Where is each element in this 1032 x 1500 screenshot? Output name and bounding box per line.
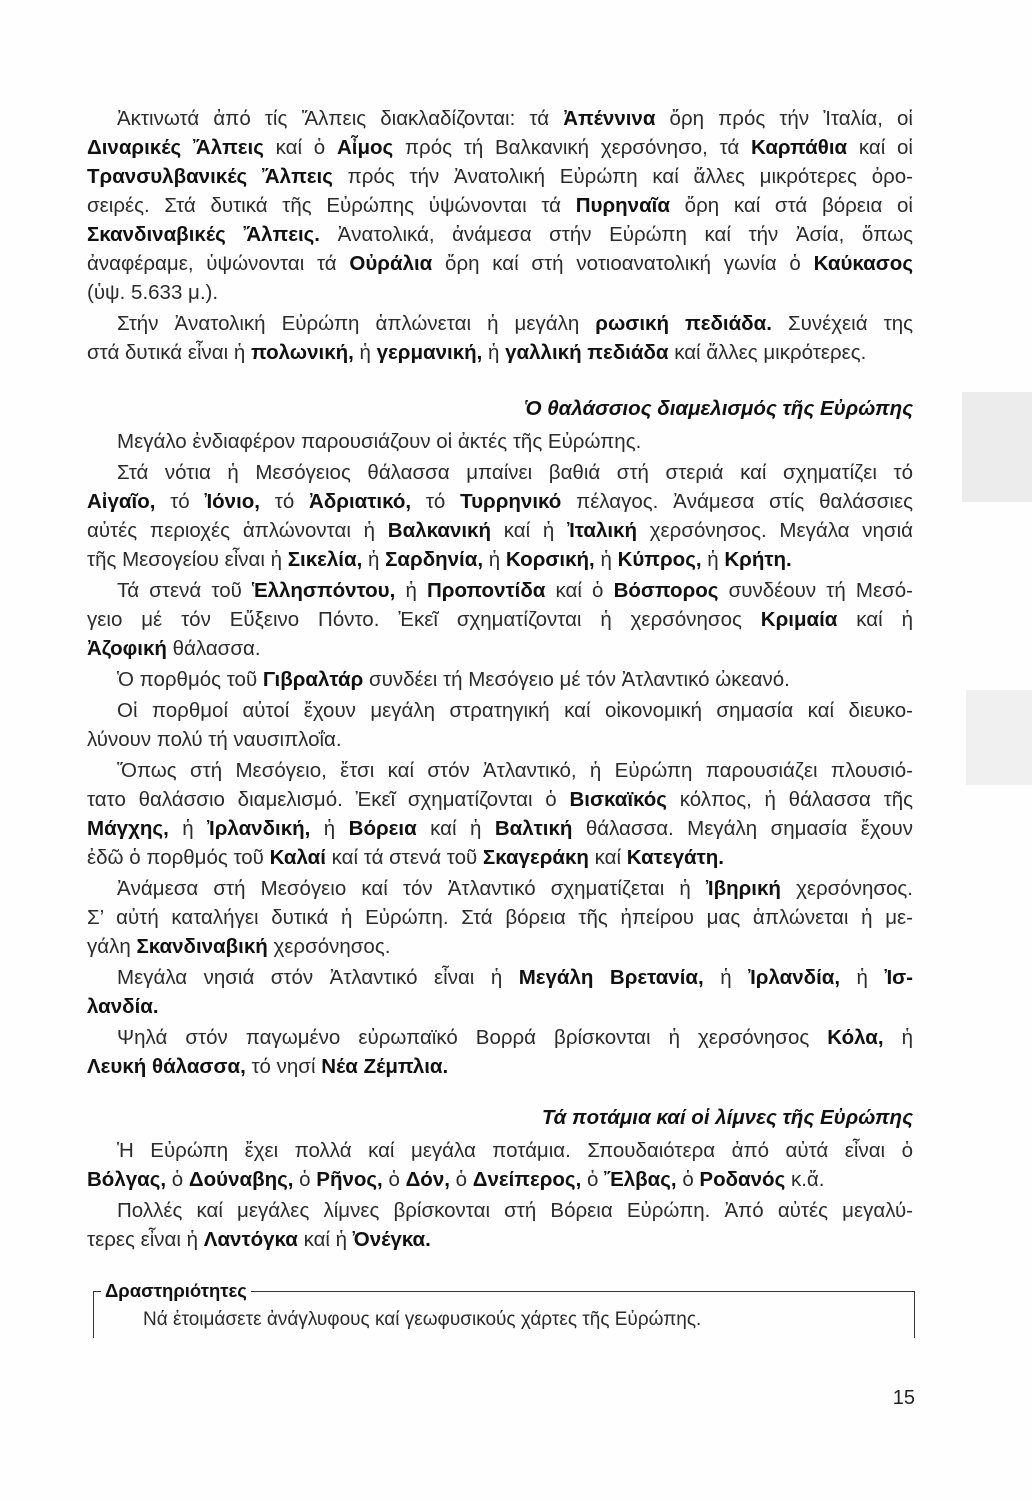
text-line xyxy=(87,1196,913,1225)
text-line xyxy=(87,427,913,456)
page-number: 15 xyxy=(892,1387,915,1409)
text-run: ὄρη καί στή νοτιοανατολική γωνία ὁ xyxy=(432,251,814,275)
text-run: χερσόνησος. xyxy=(780,876,913,900)
heading-rivers-lakes: Τά ποτάμια καί οἱ λίμνες τῆς Εὐρώπης xyxy=(541,1105,913,1129)
text-run: καί τά στενά τοῦ xyxy=(325,845,483,869)
text-line xyxy=(87,458,913,487)
bold-term: γαλλική πεδιάδα xyxy=(505,340,669,364)
text-run: καί ὁ xyxy=(263,135,337,159)
text-line xyxy=(87,665,913,694)
text-line xyxy=(87,932,913,961)
text-run: καί xyxy=(588,845,627,869)
bold-term: Οὐράλια xyxy=(349,251,433,275)
text-run: ὁ xyxy=(449,1167,473,1191)
paragraph xyxy=(87,756,913,872)
text-line xyxy=(87,104,913,133)
text-run: ὁ xyxy=(382,1167,406,1191)
text-line xyxy=(87,843,913,872)
text-line xyxy=(87,903,913,932)
text-run: ἡ xyxy=(168,816,208,840)
text-run: καί ἡ xyxy=(297,1227,353,1251)
text-run: ἡ xyxy=(362,547,386,571)
bold-term: Κριμαία xyxy=(760,607,838,631)
bold-term: Ἰταλική xyxy=(567,518,638,542)
text-run: ὁ xyxy=(293,1167,317,1191)
text-run: Σ’ αὐτή καταλήγει δυτικά ἡ Εὐρώπη. Στά βόρεια τῆς ἠπείρου μας ἁπλώνεται ἡ με- xyxy=(87,905,913,929)
bold-term: Τυρρηνικό xyxy=(460,489,562,513)
bold-term: Ἰρλανδία, xyxy=(748,965,841,989)
bold-term: Βισκαϊκός xyxy=(569,787,667,811)
bold-term: Ἑλλησπόντου, xyxy=(251,578,396,602)
text-run: ἡ xyxy=(483,547,506,571)
bold-term: Κορσική, xyxy=(505,547,595,571)
text-run: ὁ xyxy=(676,1167,700,1191)
bold-term: Λευκή θάλασσα, xyxy=(87,1054,246,1078)
text-run: καί ἄλλες μικρότερες. xyxy=(668,340,867,364)
text-line xyxy=(87,309,913,338)
bold-term: Βόλγας, xyxy=(87,1167,167,1191)
text-run: Ἡ Εὐρώπη ἔχει πολλά καί μεγάλα ποτάμια. Σπουδαιότερα ἀπό αὐτά εἶναι ὁ xyxy=(117,1138,913,1162)
section-sea-coastline xyxy=(87,427,913,1083)
bold-term: Ρῆνος, xyxy=(316,1167,383,1191)
text-run: θάλασσα. xyxy=(166,636,261,660)
bold-term: Ὀνέγκα. xyxy=(352,1227,431,1251)
bold-term: ρωσική πεδιάδα. xyxy=(595,311,772,335)
bold-term: Πυρηναῖα xyxy=(575,193,670,217)
text-line xyxy=(87,338,913,367)
text-line xyxy=(87,696,913,725)
text-line xyxy=(87,576,913,605)
text-run: καί ὁ xyxy=(545,578,614,602)
bold-term: Σκανδιναβική xyxy=(136,934,268,958)
paragraph xyxy=(87,665,913,694)
bold-term: λανδία. xyxy=(87,994,159,1018)
bold-term: Καρπάθια xyxy=(750,135,848,159)
text-run: ἐδῶ ὁ πορθμός τοῦ xyxy=(87,845,270,869)
text-run: πρός τήν Ἀνατολική Εὐρώπη καί ἄλλες μικρότερες ὀρο- xyxy=(332,164,913,188)
bold-term: Ἔλβας, xyxy=(604,1167,677,1191)
paragraph xyxy=(87,1136,913,1194)
text-run: Πολλές καί μεγάλες λίμνες βρίσκονται στή Βόρεια Εὐρώπη. Ἀπό αὐτές μεγαλύ- xyxy=(117,1198,913,1222)
text-line xyxy=(87,249,913,278)
bold-term: Κόλα, xyxy=(827,1025,884,1049)
bold-term: Ἰβηρική xyxy=(705,876,781,900)
paragraph xyxy=(87,1023,913,1081)
bold-term: Σαρδηνία, xyxy=(385,547,484,571)
bold-term: Τρανσυλβανικές Ἄλπεις xyxy=(87,164,333,188)
text-run: ἡ xyxy=(353,340,377,364)
text-run: καί ἡ xyxy=(837,607,914,631)
text-run: Τά στενά τοῦ xyxy=(117,578,252,602)
paragraph xyxy=(87,696,913,754)
paragraph xyxy=(87,1196,913,1254)
activities-label: Δραστηριότητες xyxy=(101,1279,251,1303)
text-run: Ἀνατολικά, ἀνάμεσα στήν Εὐρώπη καί τήν Ἀσία, ὅπως xyxy=(320,222,913,246)
bold-term: Νέα Ζέμπλια. xyxy=(321,1054,449,1078)
bold-term: Διναρικές Ἄλπεις xyxy=(87,135,264,159)
text-run: (ὑψ. 5.633 μ.). xyxy=(87,280,219,304)
text-run: τό νησί xyxy=(245,1054,322,1078)
bold-term: Λαντόγκα xyxy=(203,1227,298,1251)
text-line xyxy=(87,963,913,992)
text-run: λύνουν πολύ τή ναυσιπλοΐα. xyxy=(87,727,342,751)
text-line xyxy=(87,785,913,814)
text-run: κ.ἄ. xyxy=(785,1167,825,1191)
text-run: κόλπος, ἡ θάλασσα τῆς xyxy=(666,787,913,811)
text-run: στά δυτικά εἶναι ἡ xyxy=(87,340,251,364)
bold-term: Δνείπερος, xyxy=(472,1167,582,1191)
text-run: συνδέει τή Μεσόγειο μέ τόν Ἀτλαντικό ὠκεανό. xyxy=(363,667,790,691)
text-line xyxy=(87,1165,913,1194)
text-line xyxy=(87,756,913,785)
text-run: αὐτές περιοχές ἁπλώνονται ἡ xyxy=(87,518,388,542)
text-run: τό xyxy=(155,489,205,513)
text-run: θάλασσα. Μεγάλη σημασία ἔχουν xyxy=(572,816,914,840)
text-line xyxy=(87,634,913,663)
text-run: ὁ xyxy=(581,1167,605,1191)
text-line xyxy=(87,133,913,162)
text-line xyxy=(87,545,913,574)
text-line xyxy=(87,992,913,1021)
activities-text: Νά ἑτοιμάσετε ἀνάγλυφους καί γεωφυσικούς χάρτες τῆς Εὐρώπης. xyxy=(143,1309,702,1330)
paragraph xyxy=(87,576,913,663)
activities-box xyxy=(93,1280,915,1338)
text-line xyxy=(87,278,913,307)
text-line xyxy=(87,1023,913,1052)
text-run: ἡ xyxy=(883,1025,913,1049)
text-line xyxy=(87,874,913,903)
bold-term: Ἀζοφική xyxy=(87,636,167,660)
paragraph xyxy=(87,458,913,574)
text-line xyxy=(87,191,913,220)
text-run: ἡ xyxy=(310,816,349,840)
text-run: ἡ xyxy=(482,340,506,364)
bold-term: Κρήτη. xyxy=(724,547,792,571)
text-run: καί οἱ xyxy=(847,135,913,159)
bold-term: Προποντίδα xyxy=(426,578,546,602)
text-run: Στήν Ἀνατολική Εὐρώπη ἁπλώνεται ἡ μεγάλη xyxy=(117,311,596,335)
text-line xyxy=(87,814,913,843)
bold-term: Βόσπορος xyxy=(613,578,719,602)
text-run: σειρές. Στά δυτικά τῆς Εὐρώπης ὑψώνονται τά xyxy=(87,193,576,217)
text-line xyxy=(87,1225,913,1254)
text-line xyxy=(87,220,913,249)
paragraph xyxy=(87,427,913,456)
bold-term: Σκανδιναβικές Ἄλπεις. xyxy=(87,222,321,246)
text-run: τό xyxy=(411,489,461,513)
bold-term: Ἰόνιο, xyxy=(204,489,260,513)
bold-term: Βαλκανική xyxy=(387,518,491,542)
text-run: ἡ xyxy=(703,965,749,989)
bold-term: Σκαγεράκη xyxy=(482,845,589,869)
bold-term: Γιβραλτάρ xyxy=(262,667,364,691)
text-line xyxy=(87,605,913,634)
text-line xyxy=(87,1136,913,1165)
text-run: Ὅπως στή Μεσόγειο, ἔτσι καί στόν Ἀτλαντικό, ἡ Εὐρώπη παρουσιάζει πλουσιό- xyxy=(117,758,913,782)
text-run: ἀναφέραμε, ὑψώνονται τά xyxy=(87,251,350,275)
text-run: πέλαγος. Ἀνάμεσα στίς θαλάσσιες xyxy=(561,489,913,513)
bold-term: πολωνική, xyxy=(250,340,354,364)
text-run: γάλη xyxy=(87,934,137,958)
text-run: καί ἡ xyxy=(416,816,495,840)
text-run: τῆς Μεσογείου εἶναι ἡ xyxy=(87,547,288,571)
text-run: ὁ xyxy=(166,1167,189,1191)
section-rivers-lakes xyxy=(87,1136,913,1256)
text-run: Στά νότια ἡ Μεσόγειος θάλασσα μπαίνει βαθιά στή στεριά καί σχηματίζει τό xyxy=(117,460,913,484)
bold-term: Σικελία, xyxy=(287,547,363,571)
text-run: Οἱ πορθμοί αὐτοί ἔχουν μεγάλη στρατηγική καί οἰκονομική σημασία καί διευκο- xyxy=(117,698,913,722)
bold-term: Δούναβης, xyxy=(188,1167,294,1191)
bold-term: Ροδανός xyxy=(699,1167,786,1191)
text-run: τό xyxy=(260,489,310,513)
bold-term: Αἰγαῖο, xyxy=(87,489,156,513)
bold-term: Ἰρλανδική, xyxy=(207,816,311,840)
paragraph xyxy=(87,309,913,367)
bold-term: Μάγχης, xyxy=(87,816,169,840)
text-run: γειο μέ τόν Εὔξεινο Πόντο. Ἐκεῖ σχηματίζονται ἡ χερσόνησος xyxy=(87,607,761,631)
text-line xyxy=(87,725,913,754)
bold-term: Κύπρος, xyxy=(617,547,702,571)
bold-term: Βαλτική xyxy=(494,816,573,840)
text-run: ὄρη καί στά βόρεια οἱ xyxy=(669,193,913,217)
text-run: ἡ xyxy=(594,547,618,571)
bold-term: Μεγάλη Βρετανία, xyxy=(518,965,704,989)
scan-edge-shadow xyxy=(966,690,1032,785)
text-run: Μεγάλο ἐνδιαφέρον παρουσιάζουν οἱ ἀκτές τῆς Εὐρώπης. xyxy=(117,429,642,453)
bold-term: Ἀδριατικό, xyxy=(309,489,412,513)
bold-term: Ἰσ- xyxy=(884,965,914,989)
text-run: τερες εἶναι ἡ xyxy=(87,1227,204,1251)
text-line xyxy=(87,516,913,545)
text-line xyxy=(87,1052,913,1081)
bold-term: Δόν, xyxy=(405,1167,450,1191)
scan-edge-shadow xyxy=(962,392,1032,502)
section-mountains-plains xyxy=(87,104,913,369)
paragraph xyxy=(87,963,913,1021)
text-run: χερσόνησος. xyxy=(267,934,391,958)
text-run: ἡ xyxy=(840,965,885,989)
text-run: καί ἡ xyxy=(491,518,568,542)
bold-term: Αἶμος xyxy=(336,135,394,159)
paragraph xyxy=(87,874,913,961)
text-run: ὄρη πρός τήν Ἰταλία, οἱ xyxy=(655,106,913,130)
text-run: Ἀνάμεσα στή Μεσόγειο καί τόν Ἀτλαντικό σχηματίζεται ἡ xyxy=(117,876,706,900)
text-run: Μεγάλα νησιά στόν Ἀτλαντικό εἶναι ἡ xyxy=(117,965,519,989)
text-run: ἡ xyxy=(701,547,725,571)
bold-term: γερμανική, xyxy=(376,340,483,364)
text-run: πρός τή Βαλκανική χερσόνησο, τά xyxy=(393,135,751,159)
text-line xyxy=(87,162,913,191)
bold-term: Βόρεια xyxy=(348,816,417,840)
text-run: Ὁ πορθμός τοῦ xyxy=(117,667,263,691)
text-run: τατο θαλάσσιο διαμελισμό. Ἐκεῖ σχηματίζονται ὁ xyxy=(87,787,570,811)
bold-term: Ἀπέννινα xyxy=(563,106,656,130)
text-run: ἡ xyxy=(395,578,427,602)
text-run: Ἀκτινωτά ἀπό τίς Ἄλπεις διακλαδίζονται: τά xyxy=(117,106,564,130)
bold-term: Κατεγάτη. xyxy=(626,845,724,869)
bold-term: Καύκασος xyxy=(813,251,913,275)
bold-term: Καλαί xyxy=(269,845,326,869)
text-run: Συνέχειά της xyxy=(771,311,913,335)
text-run: συνδέουν τή Μεσό- xyxy=(718,578,913,602)
text-run: Ψηλά στόν παγωμένο εὐρωπαϊκό Βορρά βρίσκονται ἡ χερσόνησος xyxy=(117,1025,828,1049)
text-line xyxy=(87,487,913,516)
heading-sea-coastline: Ὁ θαλάσσιος διαμελισμός τῆς Εὐρώπης xyxy=(524,396,913,420)
text-run: χερσόνησος. Μεγάλα νησιά xyxy=(637,518,913,542)
paragraph xyxy=(87,104,913,307)
